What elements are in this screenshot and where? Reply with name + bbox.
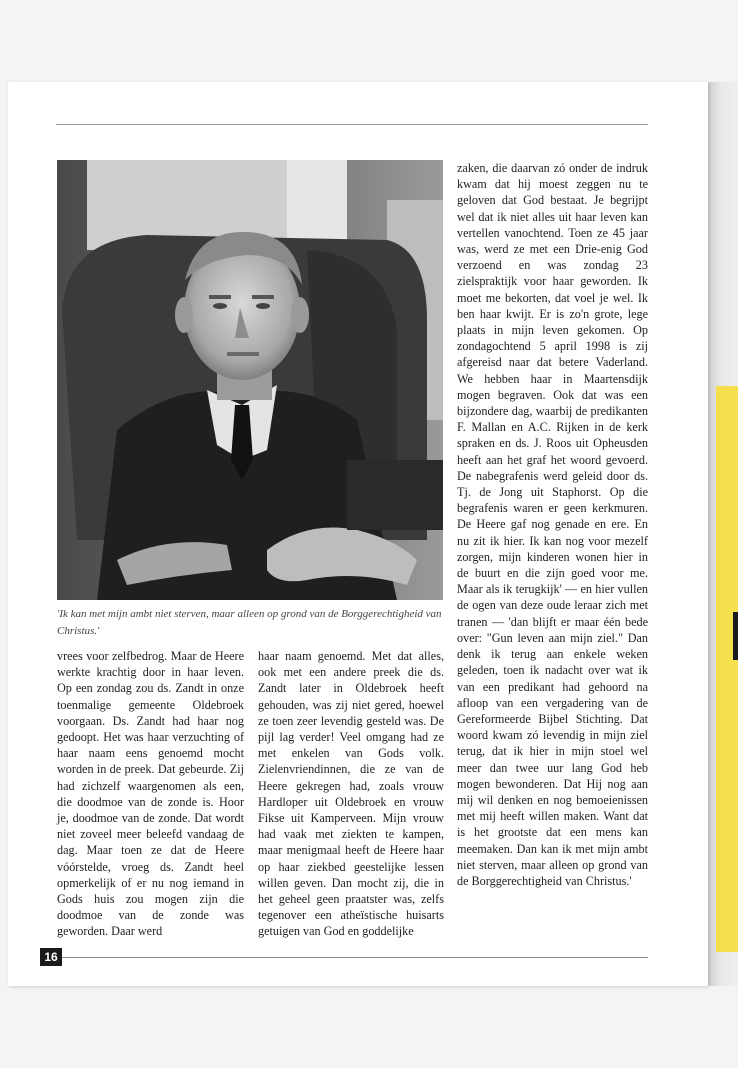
article-column-2: haar naam genoemd. Met dat alles, ook met een andere preek die ds. Zandt later in Oldebroek heeft gehouden, was zij niet gered, hoewel ze toen zeer levendig gesteld was. De pijl lag verder! Veel omgang had ze met enkelen van Gods volk. Zielenvriendinnen, die ze van de Heere gekregen had, zoals vrouw Hardloper uit Oldebroek en vrouw Fikse uit Kamperveen. Mijn vrouw had vaak met ziekten te kampen, maar menigmaal heeft de Heere haar op haar ziekbed geestelijke lessen willen geven. Dan mocht zij, die in het geheel geen praatster was, zelfs tegenover een atheïstische huisarts getuigen van God en goddelijke [258, 649, 444, 939]
bottom-rule [62, 957, 648, 958]
top-rule [56, 124, 648, 125]
photo-caption: 'Ik kan met mijn ambt niet sterven, maar alleen op grond van de Borggerechtigheid van Christus.' [57, 608, 442, 637]
article-column-1: vrees voor zelfbedrog. Maar de Heere werkte krachtig door in haar leven. Op een zondag zou ds. Zandt in onze toenmalige gemeente Oldebroek voorgaan. Ds. Zandt had haar nog gedoopt. Het was haar verzuchting of haar naam eens genoemd mocht worden in de preek. Dat gebeurde. Zij had zichzelf waargenomen als een, die doodmoe van de zonde is. Hoor je, doodmoe van de zonde. Dat wordt niet zoveel meer beleefd vandaag de dag. Maar toen ze dat de Heere vóórstelde, vroeg ds. Zandt heel opmerkelijk of er nu nog iemand in Gods huis zou mogen zijn die doodmoe van de zonde was geworden. Daar werd [57, 649, 244, 939]
portrait-photo [57, 160, 443, 600]
article-column-3: zaken, die daarvan zó onder de indruk kwam dat hij moest zeggen nu te geloven dat God bestaat. Je begrijpt wel dat ik niet alles uit haar leven kan vertellen vanochtend. Toen ze 45 jaar was, werd ze met een Drie-enig God verzoend en was zondag 23 zielspraktijk voor haar geworden. Ik moet me bekorten, dat voel je wel. Ik ben haar kwijt. Er is zo'n grote, lege plaats in mijn leven gekomen. Op zondagochtend 5 april 1998 is zij afgereisd naar dat betere Vaderland. We hebben haar in Maartensdijk mogen begraven. Ook dat was een bijzondere dag, waarbij de predikanten F. Mallan en A.C. Rijken in de kerk spraken en ds. J. Roos uit Opheusden heeft aan het graf het woord gevoerd. De nabegrafenis werd geleid door ds. Tj. de Jong uit Staphorst. Op die begrafenis waren er geen kerkmuren. De Heere gaf nog genade en ere. En nu zit ik hier. Ik kan nog voor mezelf zorgen, mijn kinderen wonen hier in de buurt en die zijn goed voor me. Maar als ik terugkijk' — en hier vullen de ogen van deze oude leraar zich met tranen — 'dan blijft er maar één bede over: "Gun leven aan mijn ziel." Dan denk ik terug aan enkele weken geleden, toen ik nadacht over wat ik van een predikant had gehoord na afloop van een vergadering van de Gereformeerde Bijbel Stichting. Dat woord kwam zó levendig in mijn ziel terug, dat ik hier in mijn stoel wel meer dan twee uur lang God heb mogen bewonderen. Dat Hij nog aan mij wil denken en nog bemoeienissen met mij heeft willen maken. Want dat is het grootste dat een mens kan meemaken. Dan kan ik met mijn ambt niet sterven, maar alleen op grond van de Borggerechtigheid van Christus.' [457, 161, 648, 888]
page-number: 16 [40, 948, 62, 966]
side-marker [733, 612, 738, 660]
yellow-side-tab [716, 386, 738, 952]
